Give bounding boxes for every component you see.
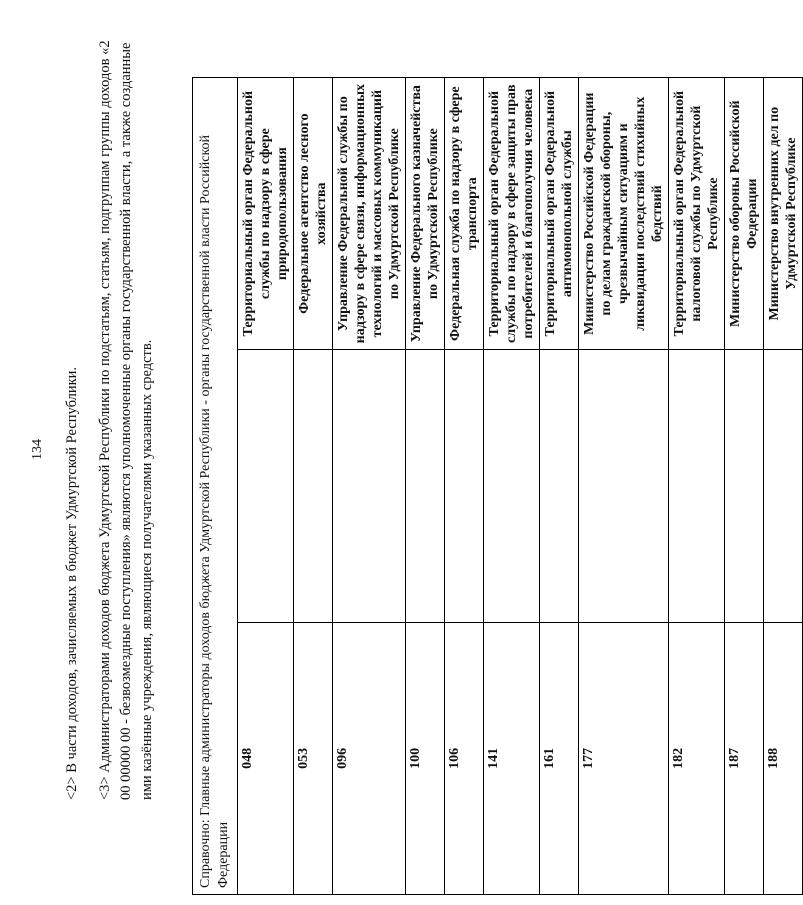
empty-cell bbox=[725, 350, 764, 622]
table-row bbox=[579, 78, 669, 895]
table-row bbox=[445, 78, 484, 895]
empty-cell bbox=[406, 350, 445, 622]
empty-cell bbox=[484, 350, 540, 622]
admin-name: Управление Федеральной службы по надзору в сфере связи, информационных технологий и массовых коммуникаций по Удмуртской Республике bbox=[333, 78, 406, 350]
admin-code: 187 bbox=[725, 622, 764, 894]
table-row bbox=[540, 78, 579, 895]
revenue-administrators-table bbox=[192, 77, 803, 895]
admin-code: 188 bbox=[764, 622, 803, 894]
table-row bbox=[333, 78, 406, 895]
admin-code: 177 bbox=[579, 622, 669, 894]
footnotes bbox=[62, 40, 160, 800]
table-caption: Справочно: Главные администраторы доходов бюджета Удмуртской Республики - органы государственной власти Российской Федерации bbox=[193, 78, 238, 895]
table-row bbox=[484, 78, 540, 895]
table-row bbox=[669, 78, 725, 895]
admin-name: Министерство Российской Федерации по делам гражданской обороны, чрезвычайным ситуациям и ликвидации последствий стихийных бедствий bbox=[579, 78, 669, 350]
admin-code: 100 bbox=[406, 622, 445, 894]
page-number: 134 bbox=[30, 439, 45, 460]
admin-code: 106 bbox=[445, 622, 484, 894]
footnote-3: <3> Администраторами доходов бюджета Удмуртской Республики по подстатьям, статьям, подгруппам группы доходов «2 00 00000 00 - безвозмездные поступления» являются уполномоченные органы государственной власти, а также созданные ими казённые учреждения, являющиеся получателями указанных средств. bbox=[97, 40, 155, 800]
admin-code: 096 bbox=[333, 622, 406, 894]
table-row bbox=[238, 78, 294, 895]
admin-name: Федеральное агентство лесного хозяйства bbox=[294, 78, 333, 350]
empty-cell bbox=[238, 350, 294, 622]
empty-cell bbox=[669, 350, 725, 622]
admin-code: 141 bbox=[484, 622, 540, 894]
table-row bbox=[294, 78, 333, 895]
empty-cell bbox=[294, 350, 333, 622]
admin-code: 053 bbox=[294, 622, 333, 894]
admin-name: Министерство обороны Российской Федерации bbox=[725, 78, 764, 350]
admin-name: Федеральная служба по надзору в сфере транспорта bbox=[445, 78, 484, 350]
empty-cell bbox=[333, 350, 406, 622]
empty-cell bbox=[579, 350, 669, 622]
table-caption-row bbox=[193, 78, 238, 895]
admin-code: 161 bbox=[540, 622, 579, 894]
footnote-2: <2> В части доходов, зачисляемых в бюджет Удмуртской Республики. bbox=[64, 366, 80, 800]
admin-name: Территориальный орган Федеральной службы по надзору в сфере защиты прав потребителей и благополучия человека bbox=[484, 78, 540, 350]
admin-name: Территориальный орган Федеральной службы по надзору в сфере природопользования bbox=[238, 78, 294, 350]
table-row bbox=[406, 78, 445, 895]
admin-name: Министерство внутренних дел по Удмуртской Республике bbox=[764, 78, 803, 350]
empty-cell bbox=[445, 350, 484, 622]
empty-cell bbox=[764, 350, 803, 622]
table-row bbox=[764, 78, 803, 895]
table-row bbox=[725, 78, 764, 895]
admin-name: Управление Федерального казначейства по Удмуртской Республике bbox=[406, 78, 445, 350]
admin-code: 182 bbox=[669, 622, 725, 894]
empty-cell bbox=[540, 350, 579, 622]
admin-name: Территориальный орган Федеральной налоговой службы по Удмуртской Республике bbox=[669, 78, 725, 350]
admin-code: 048 bbox=[238, 622, 294, 894]
admin-name: Территориальный орган Федеральной антимонопольной службы bbox=[540, 78, 579, 350]
